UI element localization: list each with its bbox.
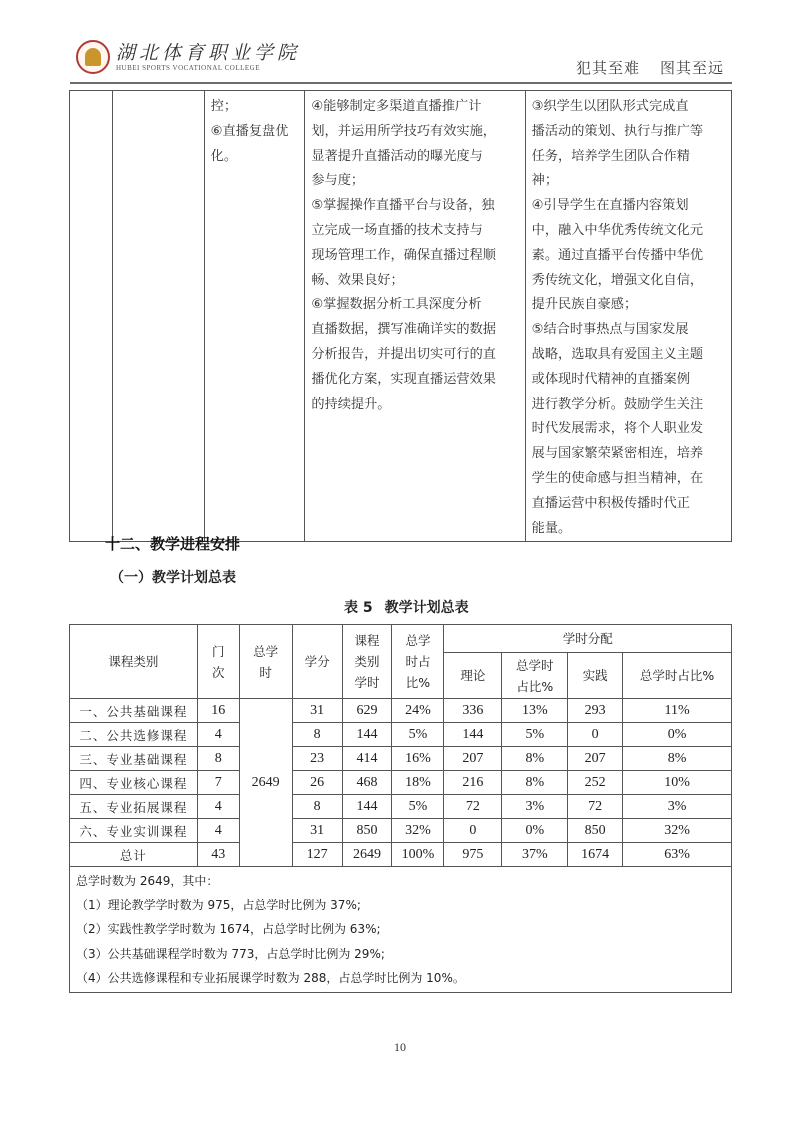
hours-cell: 468 — [342, 771, 392, 795]
page-header — [70, 38, 732, 84]
count-cell: 7 — [197, 771, 239, 795]
count-cell: 4 — [197, 723, 239, 747]
text-line: ④能够制定多渠道直播推广计 — [311, 99, 482, 114]
text-line: 控； — [210, 99, 238, 114]
theory-pct-cell: 8% — [502, 771, 568, 795]
header-category-pct: 总学 时占 比% — [392, 625, 444, 699]
text-line: ⑤结合时事热点与国家发展 — [531, 322, 689, 338]
pct-cell: 32% — [392, 819, 444, 843]
text-line: 的持续提升。 — [311, 396, 391, 412]
notes-cell — [70, 867, 732, 993]
practice-cell: 252 — [568, 771, 623, 795]
course-name-cell — [113, 91, 205, 542]
header-count: 门 次 — [197, 625, 239, 699]
count-cell: 4 — [197, 795, 239, 819]
practice-cell: 0 — [568, 723, 623, 747]
credits-cell: 8 — [292, 723, 342, 747]
text-line: 或体现时代精神的直播案例 — [531, 371, 690, 387]
practice-pct-cell: 11% — [623, 699, 732, 723]
credits-cell: 31 — [292, 699, 342, 723]
total-hours-cell: 2649 — [239, 699, 292, 867]
header-credits: 学分 — [292, 625, 342, 699]
table-row — [70, 747, 732, 771]
notes-row — [70, 867, 732, 993]
category-cell: 二、公共选修课程 — [70, 723, 198, 747]
table-caption — [344, 597, 469, 617]
college-seal-icon — [76, 40, 110, 74]
text-line: 任务，培养学生团队合作精 — [531, 148, 690, 164]
header-total-hours: 总学 时 — [239, 625, 292, 699]
text-line: 直播数据，撰写准确详实的数据 — [311, 322, 496, 338]
note-line: （4）公共选修课程和专业拓展课学时数为 288，占总学时比例为 10%。 — [76, 970, 465, 985]
table-row — [70, 91, 732, 542]
theory-pct-cell: 8% — [502, 747, 568, 771]
header-category: 课程类别 — [70, 625, 198, 699]
count-cell: 8 — [197, 747, 239, 771]
practice-cell: 207 — [568, 747, 623, 771]
text-line: ③织学生以团队形式完成直 — [531, 99, 689, 114]
practice-cell: 1674 — [568, 843, 623, 867]
credits-cell: 23 — [292, 747, 342, 771]
college-motto — [576, 57, 724, 78]
page-number: 10 — [394, 1040, 406, 1054]
pct-cell: 5% — [392, 795, 444, 819]
index-cell — [70, 91, 113, 542]
content-cell — [204, 91, 305, 542]
header-practice: 实践 — [568, 653, 623, 699]
table-row — [70, 699, 732, 723]
theory-cell: 144 — [444, 723, 502, 747]
header-distribution: 学时分配 — [444, 625, 732, 653]
course-objectives-table-continued — [69, 90, 732, 542]
text-line: 神； — [531, 173, 559, 189]
theory-cell: 975 — [444, 843, 502, 867]
text-line: 秀传统文化，增强文化自信， — [531, 272, 704, 288]
college-logo — [76, 40, 300, 74]
category-cell: 总计 — [70, 843, 198, 867]
text-line: 直播运营中积极传播时代正 — [531, 495, 690, 511]
text-line: ⑤掌握操作直播平台与设备，独 — [311, 198, 495, 214]
table-row — [70, 723, 732, 747]
credits-cell: 31 — [292, 819, 342, 843]
motto-part: 犯其至难 — [575, 59, 640, 77]
text-line: 播活动的策划、执行与推广等 — [531, 123, 704, 139]
hours-cell: 2649 — [342, 843, 392, 867]
note-line: （2）实践性教学学时数为 1674，占总学时比例为 63%; — [76, 922, 381, 937]
category-cell: 五、专业拓展课程 — [70, 795, 198, 819]
header-theory: 理论 — [444, 653, 502, 699]
text-line: 划，并运用所学技巧有效实施， — [311, 123, 496, 139]
credits-cell: 26 — [292, 771, 342, 795]
practice-pct-cell: 32% — [623, 819, 732, 843]
table-row — [70, 843, 732, 867]
text-line: 学生的使命感与担当精神，在 — [531, 470, 704, 486]
theory-pct-cell: 5% — [502, 723, 568, 747]
theory-cell: 207 — [444, 747, 502, 771]
text-line: 现场管理工作，确保直播过程顺 — [311, 247, 496, 263]
college-name-cn: 湖北体育职业学院 — [116, 42, 301, 64]
theory-cell: 0 — [444, 819, 502, 843]
header-theory-pct: 总学时 占比% — [502, 653, 568, 699]
motto-part: 图其至远 — [659, 59, 724, 77]
teaching-plan-table — [69, 624, 732, 993]
count-cell: 4 — [197, 819, 239, 843]
hours-cell: 629 — [342, 699, 392, 723]
theory-pct-cell: 0% — [502, 819, 568, 843]
header-category-hours: 课程 类别 学时 — [342, 625, 392, 699]
practice-pct-cell: 8% — [623, 747, 732, 771]
category-cell: 三、专业基础课程 — [70, 747, 198, 771]
text-line: 化。 — [210, 148, 238, 164]
category-cell: 六、专业实训课程 — [70, 819, 198, 843]
practice-cell: 850 — [568, 819, 623, 843]
text-line: 时代发展需求，将个人职业发 — [531, 421, 704, 437]
theory-cell: 72 — [444, 795, 502, 819]
count-cell: 43 — [197, 843, 239, 867]
table-row — [70, 771, 732, 795]
text-line: ⑥直播复盘优 — [210, 123, 289, 139]
text-line: 能量。 — [531, 520, 572, 536]
note-line: （1）理论教学学时数为 975，占总学时比例为 37%; — [76, 898, 361, 913]
pct-cell: 24% — [392, 699, 444, 723]
quality-objectives-cell — [525, 91, 731, 542]
text-line: 素。通过直播平台传播中华优 — [531, 247, 704, 263]
text-line: 畅、效果良好； — [311, 272, 404, 288]
category-cell: 一、公共基础课程 — [70, 699, 198, 723]
practice-pct-cell: 63% — [623, 843, 732, 867]
table-title: 教学计划总表 — [384, 600, 469, 616]
pct-cell: 16% — [392, 747, 444, 771]
text-line: 立完成一场直播的技术支持与 — [311, 222, 483, 238]
text-line: 提升民族自豪感； — [531, 297, 638, 313]
text-line: 展与国家繁荣紧密相连，培养 — [531, 446, 704, 462]
practice-cell: 72 — [568, 795, 623, 819]
note-line: 总学时数为 2649，其中： — [76, 874, 219, 888]
practice-pct-cell: 10% — [623, 771, 732, 795]
credits-cell: 8 — [292, 795, 342, 819]
ability-objectives-cell — [305, 91, 525, 542]
section-heading: 十二、教学进程安排 — [105, 535, 241, 553]
text-line: ④引导学生在直播内容策划 — [531, 198, 689, 214]
theory-pct-cell: 37% — [502, 843, 568, 867]
credits-cell: 127 — [292, 843, 342, 867]
practice-pct-cell: 0% — [623, 723, 732, 747]
table-number: 表 5 — [344, 600, 373, 616]
header-practice-pct: 总学时占比% — [623, 653, 732, 699]
text-line: 参与度； — [311, 173, 365, 189]
text-line: 分析报告，并提出切实可行的直 — [311, 346, 496, 362]
table-row — [70, 819, 732, 843]
practice-pct-cell: 3% — [623, 795, 732, 819]
category-cell: 四、专业核心课程 — [70, 771, 198, 795]
hours-cell: 850 — [342, 819, 392, 843]
theory-cell: 336 — [444, 699, 502, 723]
hours-cell: 414 — [342, 747, 392, 771]
theory-cell: 216 — [444, 771, 502, 795]
theory-pct-cell: 3% — [502, 795, 568, 819]
text-line: 进行教学分析。鼓励学生关注 — [531, 396, 704, 412]
pct-cell: 100% — [392, 843, 444, 867]
text-line: 战略，选取具有爱国主义主题 — [531, 346, 704, 362]
pct-cell: 18% — [392, 771, 444, 795]
text-line: 中，融入中华优秀传统文化元 — [531, 222, 704, 238]
pct-cell: 5% — [392, 723, 444, 747]
note-line: （3）公共基础课程学时数为 773，占总学时比例为 29%; — [76, 946, 385, 961]
college-name-en: HUBEI SPORTS VOCATIONAL COLLEGE — [116, 64, 260, 72]
hours-cell: 144 — [342, 795, 392, 819]
text-line: 显著提升直播活动的曝光度与 — [311, 148, 483, 164]
section-subheading: （一）教学计划总表 — [110, 570, 236, 586]
text-line: ⑥掌握数据分析工具深度分析 — [311, 297, 482, 313]
theory-pct-cell: 13% — [502, 699, 568, 723]
text-line: 播优化方案，实现直播运营效果 — [311, 371, 496, 387]
count-cell: 16 — [197, 699, 239, 723]
table-row — [70, 795, 732, 819]
practice-cell: 293 — [568, 699, 623, 723]
hours-cell: 144 — [342, 723, 392, 747]
